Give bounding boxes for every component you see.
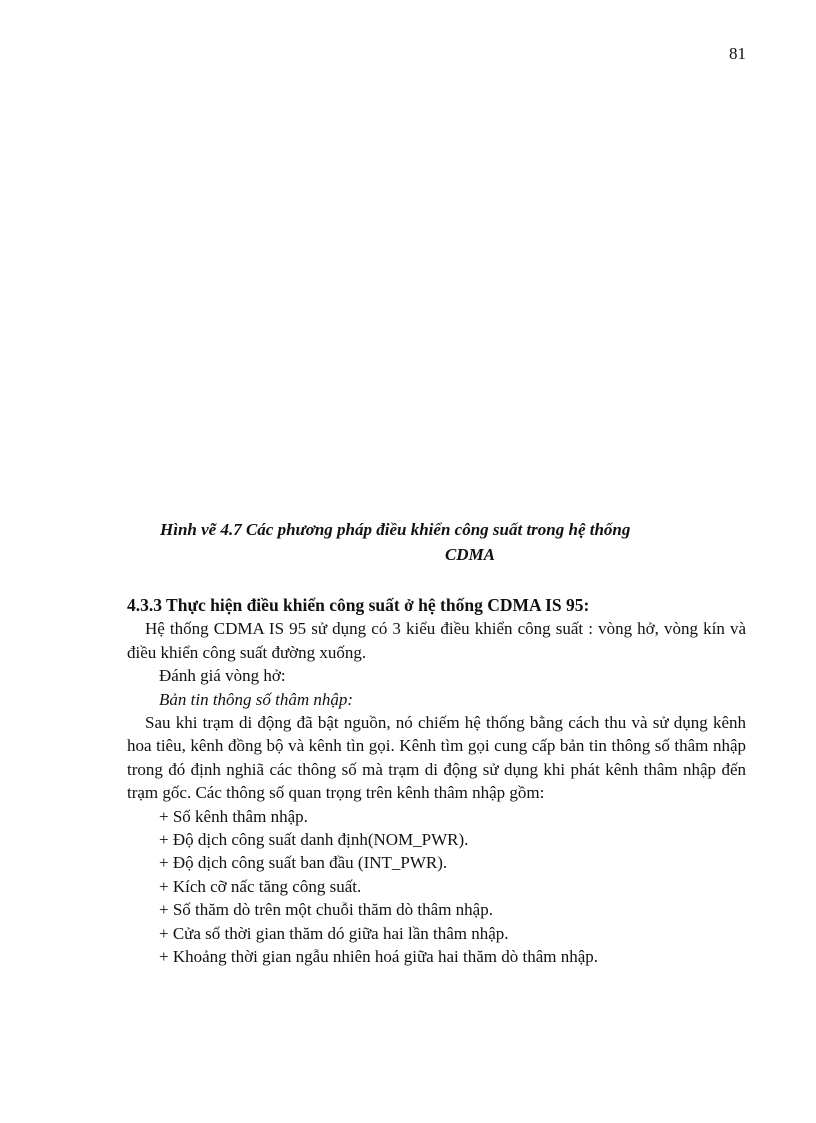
- intro-paragraph: Hệ thống CDMA IS 95 sử dụng có 3 kiểu điều khiển công suất : vòng hở, vòng kín và điều khiển công suất đường xuống.: [127, 619, 746, 662]
- list-item: + Khoảng thời gian ngẫu nhiên hoá giữa hai thăm dò thâm nhập.: [159, 947, 599, 967]
- list-item: + Độ dịch công suất ban đầu (INT_PWR).: [159, 853, 448, 873]
- parameter-list: [127, 805, 746, 969]
- list-item: + Số kênh thâm nhập.: [159, 806, 308, 826]
- list-item: + Cửa sổ thời gian thăm dó giữa hai lần thâm nhập.: [159, 923, 509, 943]
- list-item: + Số thăm dò trên một chuỗi thăm dò thâm nhập.: [159, 900, 493, 920]
- subheading: Đánh giá vòng hở:: [159, 666, 286, 686]
- section-body: [127, 594, 746, 969]
- list-item: + Độ dịch công suất danh định(NOM_PWR).: [159, 830, 469, 850]
- list-item: + Kích cỡ nấc tăng công suất.: [159, 876, 362, 896]
- figure-caption-line-2: CDMA: [444, 545, 496, 564]
- figure-caption-line-1: Hình vẽ 4.7 Các phương pháp điều khiển công suất trong hệ thống: [160, 520, 631, 539]
- page-number: 81: [729, 44, 746, 63]
- subsubheading: Bản tin thông số thâm nhập:: [159, 689, 354, 709]
- figure-caption: [160, 517, 760, 567]
- main-paragraph: Sau khi trạm di động đã bật nguồn, nó chiếm hệ thống bằng cách thu và sử dụng kênh hoa tiêu, kênh đồng bộ và kênh tìn gọi. Kênh tìm gọi cung cấp bản tin thông số thâm nhập trong đó định nghiã các thông số mà trạm di động sử dụng khi phát kênh thâm nhập đến trạm gốc. Các thông số quan trọng trên kênh thâm nhập gồm:: [127, 713, 746, 803]
- section-heading: 4.3.3 Thực hiện điều khiển công suất ở hệ thống CDMA IS 95:: [127, 595, 590, 615]
